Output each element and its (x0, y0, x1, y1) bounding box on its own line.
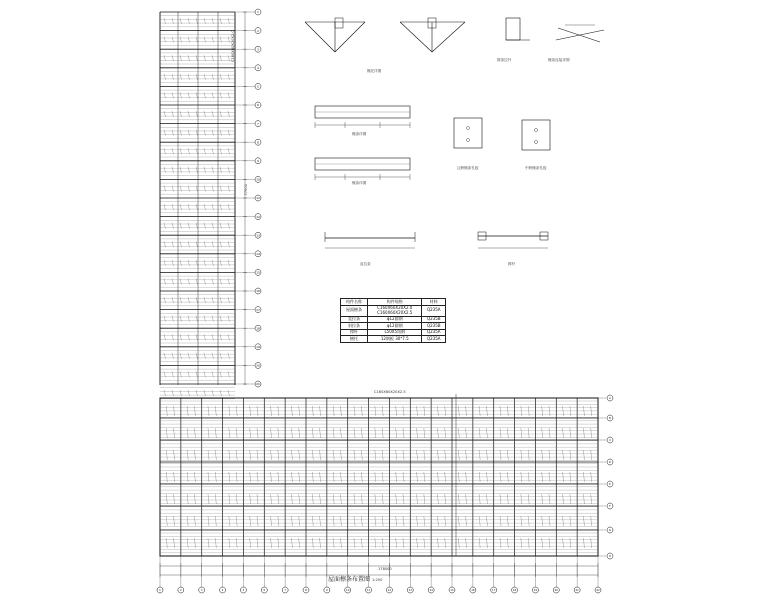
tie-rod (174, 494, 175, 504)
axis-number: 15 (256, 270, 260, 275)
tie-rod (458, 494, 459, 504)
tie-rod (521, 450, 522, 460)
axis-number: D (609, 461, 611, 465)
tie-rod (215, 494, 216, 504)
brace-line (400, 22, 432, 52)
tie-rod (479, 494, 480, 504)
tie-rod (466, 494, 467, 504)
tie-rod (500, 516, 501, 526)
plan-title: 屋面檩条布置图 (328, 576, 371, 583)
tie-rod (591, 450, 592, 460)
tie-rod (271, 516, 272, 526)
tie-rod (396, 494, 397, 504)
table-row (341, 329, 446, 336)
axis-number: 22 (596, 589, 600, 593)
material-table (340, 298, 446, 343)
tie-rod (549, 494, 550, 504)
axis-number: 1 (257, 10, 259, 15)
axis-number: 12 (256, 214, 260, 219)
tie-rod (445, 494, 446, 504)
tie-rod (424, 494, 425, 504)
tie-rod (583, 516, 584, 526)
tie-rod (542, 516, 543, 526)
axis-number: 12 (387, 589, 392, 593)
axis-number: 18 (256, 326, 260, 331)
cell: Q235A (422, 305, 446, 316)
axis-number: 20 (256, 363, 260, 368)
tie-rod (333, 516, 334, 526)
tie-rod (299, 516, 300, 526)
tie-rod (563, 428, 564, 438)
tie-rod (382, 450, 383, 460)
cell: Q235B (422, 316, 446, 323)
tie-rod (166, 516, 167, 526)
detail-caption-corner: 檩条连接详图 (548, 58, 570, 62)
tie-rod (333, 428, 334, 438)
material-table-header (341, 299, 446, 306)
tie-rod (215, 428, 216, 438)
tie-rod (278, 450, 279, 460)
table-row (341, 305, 446, 316)
tie-rod (375, 450, 376, 460)
tie-rod (528, 428, 529, 438)
tie-rod (320, 428, 321, 438)
upper-wing-plan (160, 9, 261, 399)
axis-number: 21 (575, 589, 579, 593)
tie-rod (486, 450, 487, 460)
tie-rod (194, 428, 195, 438)
tie-rod (236, 428, 237, 438)
axis-number: 8 (305, 589, 307, 593)
tie-rod (500, 450, 501, 460)
col-header-spec: 构件规格 (368, 299, 422, 306)
axis-number: 5 (257, 84, 259, 89)
tie-rod (417, 494, 418, 504)
tie-rod (417, 516, 418, 526)
tie-rod (278, 494, 279, 504)
axis-number: 13 (408, 589, 412, 593)
cell: Q235A (422, 329, 446, 336)
tie-rod (299, 428, 300, 438)
tie-rod (312, 494, 313, 504)
tie-rod (333, 494, 334, 504)
axis-number: G (608, 529, 612, 533)
tie-rod (340, 516, 341, 526)
tie-rod (271, 450, 272, 460)
tie-rod (361, 494, 362, 504)
axis-number: 11 (366, 589, 371, 593)
axis-number: E (609, 483, 611, 487)
tie-rod (458, 428, 459, 438)
tie-rod (396, 428, 397, 438)
tie-rod (507, 450, 508, 460)
axis-number: 6 (263, 589, 266, 593)
detail-caption-mid-plate: 中跨檩条孔板 (525, 166, 547, 170)
tie-rod (208, 516, 209, 526)
purlin-tag-2: C160X60X20X2.5 (374, 390, 406, 394)
axis-number: 15 (450, 589, 454, 593)
tie-rod (271, 428, 272, 438)
tie-rod (194, 516, 195, 526)
tie-rod (549, 450, 550, 460)
tie-rod (466, 450, 467, 460)
tie-rod (403, 450, 404, 460)
tie-rod (361, 450, 362, 460)
tie-rod (187, 428, 188, 438)
tie-rod (354, 450, 355, 460)
tie-rod (486, 428, 487, 438)
tie-rod (208, 428, 209, 438)
tie-rod (375, 516, 376, 526)
tie-rod (424, 428, 425, 438)
tie-rod (236, 494, 237, 504)
tie-rod (445, 428, 446, 438)
tie-rod (361, 516, 362, 526)
axis-number: 6 (257, 103, 259, 108)
axis-number: 14 (429, 589, 433, 593)
cell: 直拉条 (341, 316, 368, 323)
axis-number: 8 (257, 140, 259, 145)
cell: C160X60X20X2.0 C160X60X20X2.5 (368, 305, 422, 316)
axis-number: 19 (256, 345, 260, 349)
tie-rod (570, 516, 571, 526)
tie-rod (187, 516, 188, 526)
tie-rod (507, 516, 508, 526)
tie-rod (166, 428, 167, 438)
tie-rod (549, 428, 550, 438)
tie-rod (563, 516, 564, 526)
tie-rod (500, 428, 501, 438)
detail-caption-purlin-a: 檩条详图 (352, 132, 367, 136)
dim-horizontal-total: 178000 (378, 567, 392, 571)
tie-rod (507, 494, 508, 504)
tie-rod (570, 428, 571, 438)
axis-number: 17 (492, 589, 496, 593)
axis-number: 3 (200, 589, 203, 593)
tie-rod (250, 516, 251, 526)
axis-number: 9 (257, 159, 259, 163)
tie-rod (570, 494, 571, 504)
tie-rod (250, 450, 251, 460)
tie-rod (542, 494, 543, 504)
tie-rod (521, 428, 522, 438)
axis-number: 1 (159, 589, 161, 593)
bracket (335, 18, 343, 28)
table-row (341, 336, 446, 343)
tie-rod (549, 516, 550, 526)
tie-rod (354, 494, 355, 504)
tie-rod (382, 494, 383, 504)
cell: Q235B (422, 323, 446, 330)
plan-scale: 1:250 (372, 578, 383, 582)
tie-rod (187, 450, 188, 460)
tie-rod (257, 450, 258, 460)
axis-number: 10 (346, 589, 350, 593)
axis-number: 16 (471, 589, 475, 593)
tie-rod (291, 516, 292, 526)
brace-line (432, 22, 465, 52)
bolt-hole (467, 139, 470, 142)
cell: 12钢板 30*7.5 (368, 336, 422, 343)
tie-rod (312, 450, 313, 460)
detail-caption-brace: 撑条拉杆 (497, 58, 512, 62)
brace-line (335, 22, 365, 52)
tie-rod (437, 494, 438, 504)
axis-number: B (609, 417, 611, 421)
tie-rod (382, 516, 383, 526)
brace-line (305, 22, 335, 52)
axis-number: 21 (256, 382, 260, 387)
tie-rod (229, 428, 230, 438)
tie-rod (396, 516, 397, 526)
tie-rod (174, 450, 175, 460)
axis-number: 11 (256, 196, 260, 201)
tie-rod (458, 516, 459, 526)
tie-rod (320, 450, 321, 460)
tie-rod (194, 450, 195, 460)
tie-rod (563, 494, 564, 504)
tie-rod (340, 450, 341, 460)
tie-rod (312, 428, 313, 438)
tie-rod (215, 516, 216, 526)
cell: φ12圆钢 (368, 323, 422, 330)
tie-rod (320, 494, 321, 504)
axis-number: 7 (257, 121, 259, 126)
detail-caption-strut: 撑杆 (508, 262, 516, 266)
tie-rod (479, 428, 480, 438)
tie-rod (583, 494, 584, 504)
tie-rod (215, 450, 216, 460)
axis-number: 19 (533, 589, 538, 593)
tie-rod (486, 494, 487, 504)
tie-rod (257, 494, 258, 504)
tie-rod (340, 428, 341, 438)
detail-caption-edge-plate: 边跨檩条孔板 (457, 166, 479, 170)
dim-vertical-total: 77000 (243, 184, 248, 196)
tie-rod (583, 450, 584, 460)
axis-number: 2 (257, 28, 259, 33)
tie-rod (403, 428, 404, 438)
tie-rod (166, 450, 167, 460)
tie-rod (271, 494, 272, 504)
edge-plate (454, 118, 482, 148)
tie-rod (320, 516, 321, 526)
tie-rod (591, 494, 592, 504)
tie-rod (417, 428, 418, 438)
tie-rod (445, 450, 446, 460)
axis-number: 3 (257, 47, 259, 52)
tie-rod (437, 516, 438, 526)
tie-rod (528, 450, 529, 460)
cell: φ12圆钢 (368, 316, 422, 323)
tie-rod (166, 494, 167, 504)
purlin-tag-1: C160X60X20X2.0 (231, 30, 235, 62)
tie-rod (354, 516, 355, 526)
tie-rod (174, 428, 175, 438)
axis-number: 13 (256, 233, 260, 238)
tie-rod (458, 450, 459, 460)
tie-rod (174, 516, 175, 526)
tie-rod (521, 516, 522, 526)
tie-rod (299, 450, 300, 460)
axis-number: H (609, 555, 611, 559)
axis-number: 2 (180, 589, 182, 593)
tie-rod (278, 516, 279, 526)
tie-rod (417, 450, 418, 460)
tie-rod (375, 428, 376, 438)
tie-rod (403, 494, 404, 504)
cell: L50X5角钢 (368, 329, 422, 336)
tie-rod (208, 450, 209, 460)
tie-rod (500, 494, 501, 504)
tie-rod (583, 428, 584, 438)
bolt-hole (535, 141, 538, 144)
tie-rod (542, 428, 543, 438)
tie-rod (466, 516, 467, 526)
tie-rod (312, 516, 313, 526)
tie-rod (208, 494, 209, 504)
tie-rod (437, 450, 438, 460)
tie-rod (354, 428, 355, 438)
tie-rod (194, 494, 195, 504)
axis-number: 4 (257, 66, 259, 70)
axis-number: 9 (326, 589, 328, 593)
axis-number: 17 (256, 307, 260, 312)
tie-rod (466, 428, 467, 438)
tie-rod (507, 428, 508, 438)
lower-wing-plan (157, 394, 613, 593)
tie-rod (424, 516, 425, 526)
tie-rod (424, 450, 425, 460)
cell: Q235A (422, 336, 446, 343)
tie-rod (403, 516, 404, 526)
tie-rod (236, 450, 237, 460)
axis-number: 7 (284, 589, 286, 593)
tie-rod (333, 450, 334, 460)
axis-number: 20 (554, 589, 558, 593)
axis-number: 10 (256, 177, 260, 182)
tie-rod (591, 428, 592, 438)
tie-rod (486, 516, 487, 526)
bolt-hole (467, 127, 470, 130)
tie-rod (250, 494, 251, 504)
tie-rod (229, 450, 230, 460)
bolt-hole (535, 129, 538, 132)
tie-rod (570, 450, 571, 460)
tie-rod (250, 428, 251, 438)
tie-rod (361, 428, 362, 438)
tie-rod (229, 494, 230, 504)
axis-number: F (609, 505, 611, 509)
detail-caption-flat-brace: 直拉条 (360, 262, 371, 266)
tie-rod (563, 450, 564, 460)
tie-rod (187, 494, 188, 504)
tie-rod (591, 516, 592, 526)
mid-plate (522, 120, 550, 150)
tie-rod (236, 516, 237, 526)
axis-number: C (609, 439, 611, 443)
tie-rod (291, 450, 292, 460)
tie-rod (479, 450, 480, 460)
axis-number: 4 (221, 589, 224, 593)
tie-rod (382, 428, 383, 438)
tie-rod (528, 494, 529, 504)
axis-number: 16 (256, 289, 260, 294)
tie-rod (257, 516, 258, 526)
tie-rod (479, 516, 480, 526)
axis-number: 18 (512, 589, 517, 593)
detail-caption-purlin-support: 檩托详图 (367, 69, 382, 73)
cell: 屋面檩条 (341, 305, 368, 316)
tie-rod (340, 494, 341, 504)
tie-rod (396, 450, 397, 460)
tie-rod (542, 450, 543, 460)
axis-number: 5 (242, 589, 245, 593)
table-row (341, 316, 446, 323)
tie-rod (229, 516, 230, 526)
tie-rod (291, 494, 292, 504)
cell: 撑杆 (341, 329, 368, 336)
brace-section (506, 18, 520, 40)
cell: 檩托 (341, 336, 368, 343)
detail-caption-purlin-b: 檩条详图 (352, 181, 367, 185)
axis-number: A (609, 397, 611, 401)
tie-rod (437, 428, 438, 438)
diag-line (556, 30, 604, 40)
tie-rod (521, 494, 522, 504)
tie-rod (528, 516, 529, 526)
tie-rod (445, 516, 446, 526)
col-header-material: 材料 (422, 299, 446, 306)
tie-rod (299, 494, 300, 504)
tie-rod (257, 428, 258, 438)
axis-number: 14 (256, 252, 260, 256)
detail-drawings (305, 18, 604, 248)
cell: 斜拉条 (341, 323, 368, 330)
tie-rod (375, 494, 376, 504)
tie-rod (278, 428, 279, 438)
tie-rod (291, 428, 292, 438)
col-header-name: 构件名称 (341, 299, 368, 306)
